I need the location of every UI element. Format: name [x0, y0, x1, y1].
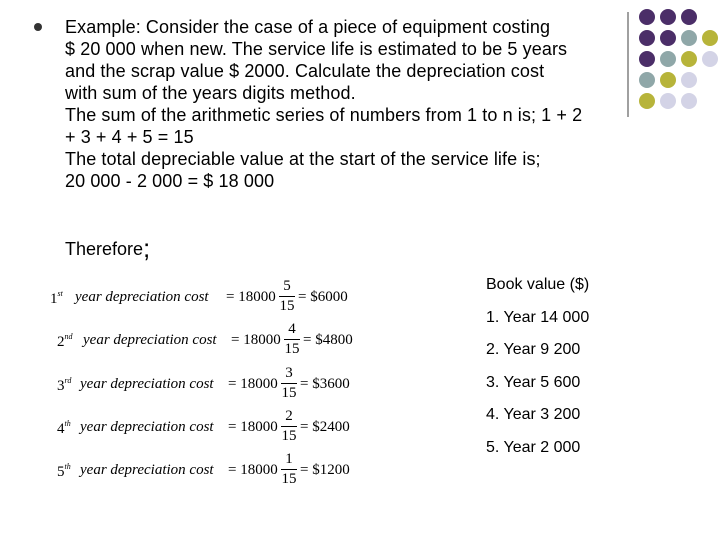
decorative-dot	[639, 30, 655, 46]
intro-line: The sum of the arithmetic series of numbers from 1 to n is; 1 + 2	[65, 105, 583, 125]
decorative-dot	[639, 51, 655, 67]
book-value-list	[486, 275, 589, 470]
equation-multiplier: = 18000	[228, 462, 278, 478]
decorative-dot	[681, 51, 697, 67]
equation-result: = $1200	[300, 462, 350, 478]
equation-result: = $2400	[300, 419, 350, 435]
year-ordinal: 3rd	[57, 376, 72, 394]
decorative-divider	[627, 12, 629, 117]
therefore-label	[65, 233, 151, 263]
decorative-dot	[702, 30, 718, 46]
intro-line: The total depreciable value at the start of the service life is;	[65, 149, 541, 169]
decorative-dot	[681, 30, 697, 46]
decorative-dot	[639, 72, 655, 88]
fraction: 2 15	[281, 408, 297, 444]
book-value-item: 1. Year 14 000	[486, 308, 590, 326]
therefore-word: Therefore	[65, 239, 144, 259]
equation-label: year depreciation cost	[80, 419, 214, 435]
equation-result: = $3600	[300, 376, 350, 392]
intro-line: Example: Consider the case of a piece of equipment costing	[65, 17, 551, 37]
book-value-item: 5. Year 2 000	[486, 438, 581, 456]
decorative-dot	[660, 72, 676, 88]
decorative-dot	[681, 72, 697, 88]
equation-multiplier: = 18000	[228, 419, 278, 435]
book-value-item: 3. Year 5 600	[486, 373, 581, 391]
equation-label: year depreciation cost	[75, 289, 209, 305]
intro-paragraph	[65, 16, 625, 192]
year-ordinal: 1st	[50, 289, 63, 307]
therefore-semicolon: ;	[143, 233, 151, 263]
intro-line: with sum of the years digits method.	[65, 83, 356, 103]
decorative-dot	[660, 30, 676, 46]
year-ordinal: 4th	[57, 419, 71, 437]
equation-result: = $6000	[298, 289, 348, 305]
book-value-item: 2. Year 9 200	[486, 341, 581, 358]
decorative-dot	[660, 9, 676, 25]
book-value-title: Book value ($)	[486, 276, 590, 293]
decorative-dot	[681, 9, 697, 25]
intro-line: and the scrap value $ 2000. Calculate the depreciation cost	[65, 61, 545, 81]
equation-label: year depreciation cost	[83, 332, 217, 348]
bullet-icon	[34, 23, 42, 31]
intro-line: 20 000 - 2 000 = $ 18 000	[65, 171, 275, 191]
decorative-dot	[660, 51, 676, 67]
fraction: 5 15	[279, 278, 295, 314]
year-ordinal: 5th	[57, 462, 71, 480]
year-ordinal: 2nd	[57, 332, 73, 350]
fraction: 4 15	[284, 321, 300, 357]
equation-multiplier: = 18000	[228, 376, 278, 392]
decorative-dot	[639, 93, 655, 109]
decorative-dot	[639, 9, 655, 25]
book-value-item: 4. Year 3 200	[486, 406, 581, 423]
equation-multiplier: = 18000	[226, 289, 276, 305]
equation-label: year depreciation cost	[80, 376, 214, 392]
fraction: 3 15	[281, 365, 297, 401]
depreciation-equations	[50, 278, 380, 493]
equation-label: year depreciation cost	[80, 462, 214, 478]
intro-line: $ 20 000 when new. The service life is estimated to be 5 years	[65, 39, 568, 59]
decorative-dot	[681, 93, 697, 109]
equation-result: = $4800	[303, 332, 353, 348]
equation-multiplier: = 18000	[231, 332, 281, 348]
decorative-dot	[702, 51, 718, 67]
intro-line: + 3 + 4 + 5 = 15	[65, 127, 194, 147]
decorative-dot	[660, 93, 676, 109]
fraction: 1 15	[281, 451, 297, 487]
